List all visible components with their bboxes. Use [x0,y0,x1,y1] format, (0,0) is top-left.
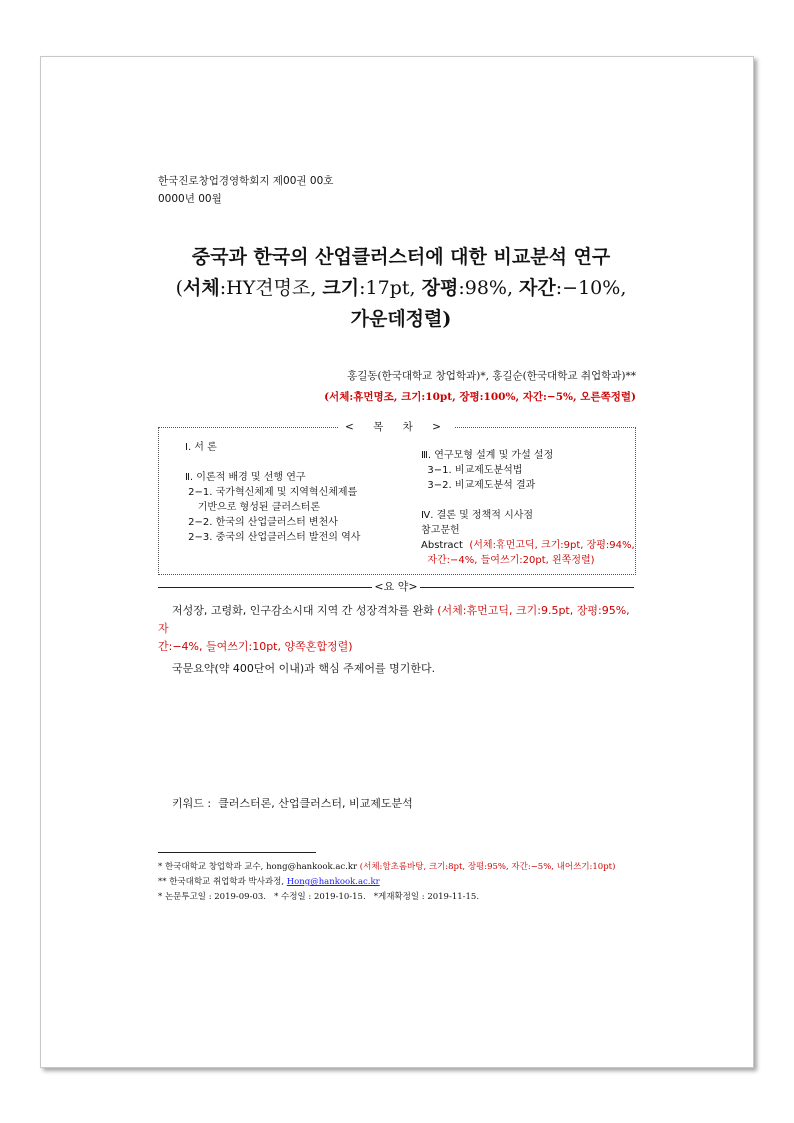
footnote-rule [158,852,316,853]
paper-title [150,242,652,335]
title-ratio-val: :98%, [458,277,520,299]
title-line-3: 가운데정렬) [350,308,452,330]
footnote-1-text: * 한국대학교 창업학과 교수, hong@hankook.ac.kr [158,862,360,872]
abstract-format-note: (서체:휴먼고딕, 크기:9.5pt, 장평:95%, 자 [158,604,630,635]
footnote-2-text: ** 한국대학교 취업학과 박사과정, [158,877,287,887]
footnote-1 [158,860,615,875]
toc-left-column [185,440,360,545]
title-line-2 [150,273,652,304]
abstract-text: 저성장, 고령화, 인구감소시대 지역 간 성장격차를 완화 [172,604,438,617]
footnote-2-email-link[interactable]: Hong@hankook.ac.kr [286,877,380,887]
footnote-2 [158,875,615,890]
journal-date: 0000년 00월 [158,193,222,205]
toc-item: Ⅰ. 서 론 [185,442,217,453]
toc-item [421,493,635,508]
table-of-contents [158,421,636,575]
abstract-heading [158,580,634,594]
toc-item: 2−3. 중국의 산업클러스터 발전의 역사 [185,532,361,543]
toc-item: 3−2. 비교제도분석 결과 [421,480,536,491]
title-size-val: :17pt, [359,277,422,299]
toc-abstract-note-2: 자간:−4%, 들여쓰기:20pt, 왼쪽정렬) [421,555,595,566]
title-font-key: 서체 [183,277,220,299]
footnote-3: * 논문투고일 : 2019-09-03. * 수정일 : 2019-10-15. *게재확정일 : 2019-11-15. [158,892,480,902]
author-line: 홍길동(한국대학교 창업학과)*, 홍길순(한국대학교 취업학과)** [347,370,636,382]
title-font-val: :HY견명조, [219,277,323,299]
toc-item: Ⅱ. 이론적 배경 및 선행 연구 [185,472,306,483]
journal-name: 한국진로창업경영학회지 제00권 00호 [158,175,334,187]
toc-item: Ⅳ. 결론 및 정책적 시사점 [421,510,534,521]
title-line-1: 중국과 한국의 산업클러스터에 대한 비교분석 연구 [191,246,611,268]
footnotes [158,860,615,905]
abstract-body [158,602,638,656]
author-format-note: (서체:휴먼명조, 크기:10pt, 장평:100%, 자간:−5%, 오른쪽정렬) [324,391,636,403]
toc-item: 참고문헌 [421,525,460,536]
toc-right-column [421,448,635,568]
title-space-key: 자간 [519,277,556,299]
toc-item: 2−1. 국가혁신체제 및 지역혁신체제를 [185,487,358,498]
toc-abstract-label: Abstract [421,540,470,551]
keywords-line: 키워드 : 클러스터론, 산업클러스터, 비교제도분석 [172,797,413,810]
abstract-title: <요 약> [374,580,418,593]
toc-item: 3−1. 비교제도분석법 [421,465,523,476]
title-paren: ( [175,277,184,299]
journal-header [158,172,333,208]
title-ratio-key: 장평 [421,277,459,299]
toc-item: Ⅲ. 연구모형 설계 및 가설 설정 [421,450,554,461]
toc-abstract-note: (서체:휴먼고딕, 크기:9pt, 장평:94%, [469,540,635,551]
toc-title: < 목 차 > [339,421,455,433]
toc-item: 2−2. 한국의 산업클러스터 변천사 [185,517,338,528]
abstract-format-note-2: 간:−4%, 들여쓰기:10pt, 양쪽혼합정렬) [158,640,353,653]
toc-abstract [421,538,635,553]
toc-item: 기반으로 형성된 클러스터론 [185,502,320,513]
summary-instruction: 국문요약(약 400단어 이내)과 핵심 주제어를 명기한다. [172,662,436,675]
title-space-val: :−10%, [555,277,627,299]
toc-item [185,455,360,470]
title-size-key: 크기 [322,277,360,299]
footnote-1-format: (서체:함초롬바탕, 크기:8pt, 장평:95%, 자간:−5%, 내어쓰기:10pt) [359,862,616,872]
